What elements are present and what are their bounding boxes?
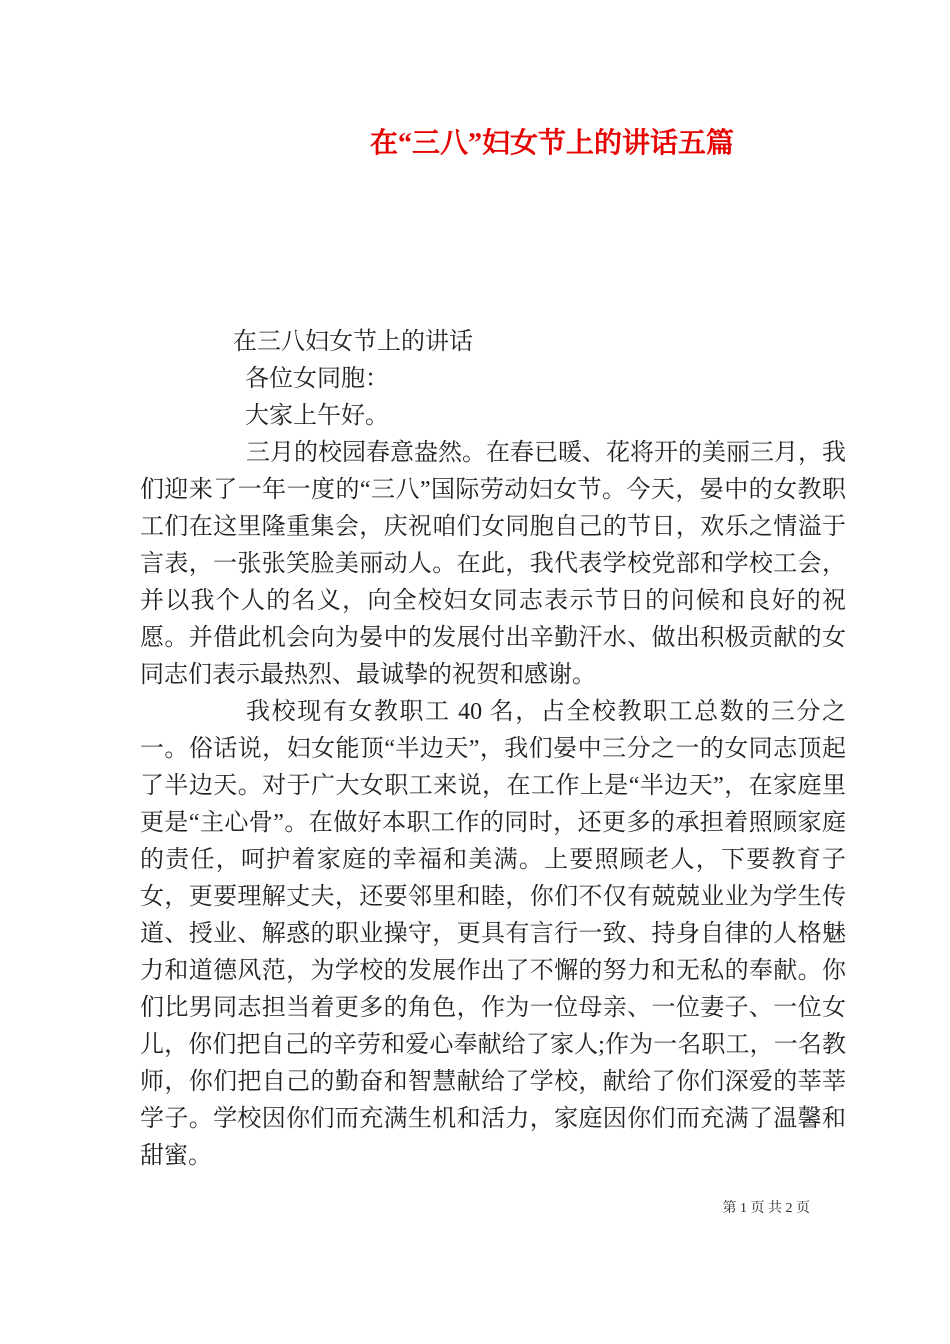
salutation-line: 各位女同胞：: [245, 366, 389, 392]
document-body: [140, 324, 846, 1175]
document-title: 在“三八”妇女节上的讲话五篇: [370, 128, 735, 159]
greeting-line: 大家上午好。: [245, 403, 389, 429]
paragraph-2: 我校现有女教职工 40 名，占全校教职工总数的三分之一。俗话说，妇女能顶“半边天”，我们晏中三分之一的女同志顶起了半边天。对于广大女职工来说，在工作上是“半边天”，在家庭里更是“主心骨”。在做好本职工作的同时，还更多的承担着照顾家庭的责任，呵护着家庭的幸福和美满。上要照顾老人，下要教育子女，更要理解丈夫，还要邻里和睦，你们不仅有兢兢业业为学生传道、授业、解惑的职业操守，更具有言行一致、持身自律的人格魅力和道德风范，为学校的发展作出了不懈的努力和无私的奉献。你们比男同志担当着更多的角色，作为一位母亲、一位妻子、一位女儿，你们把自己的辛劳和爱心奉献给了家人;作为一名职工，一名教师，你们把自己的勤奋和智慧献给了学校，献给了你们深爱的莘莘学子。学校因你们而充满生机和活力，家庭因你们而充满了温馨和甜蜜。: [140, 699, 846, 1169]
speech-heading-line: 在三八妇女节上的讲话: [233, 329, 473, 355]
paragraph-1: 三月的校园春意盎然。在春已暖、花将开的美丽三月，我们迎来了一年一度的“三八”国际劳动妇女节。今天，晏中的女教职工们在这里隆重集会，庆祝咱们女同胞自己的节日，欢乐之情溢于言表，一张张笑脸美丽动人。在此，我代表学校党部和学校工会，并以我个人的名义，向全校妇女同志表示节日的问候和良好的祝愿。并借此机会向为晏中的发展付出辛勤汗水、做出积极贡献的女同志们表示最热烈、最诚挚的祝贺和感谢。: [140, 440, 846, 688]
page-footer: [723, 1200, 811, 1218]
page-number-label: 第 1 页 共 2 页: [722, 1201, 810, 1216]
